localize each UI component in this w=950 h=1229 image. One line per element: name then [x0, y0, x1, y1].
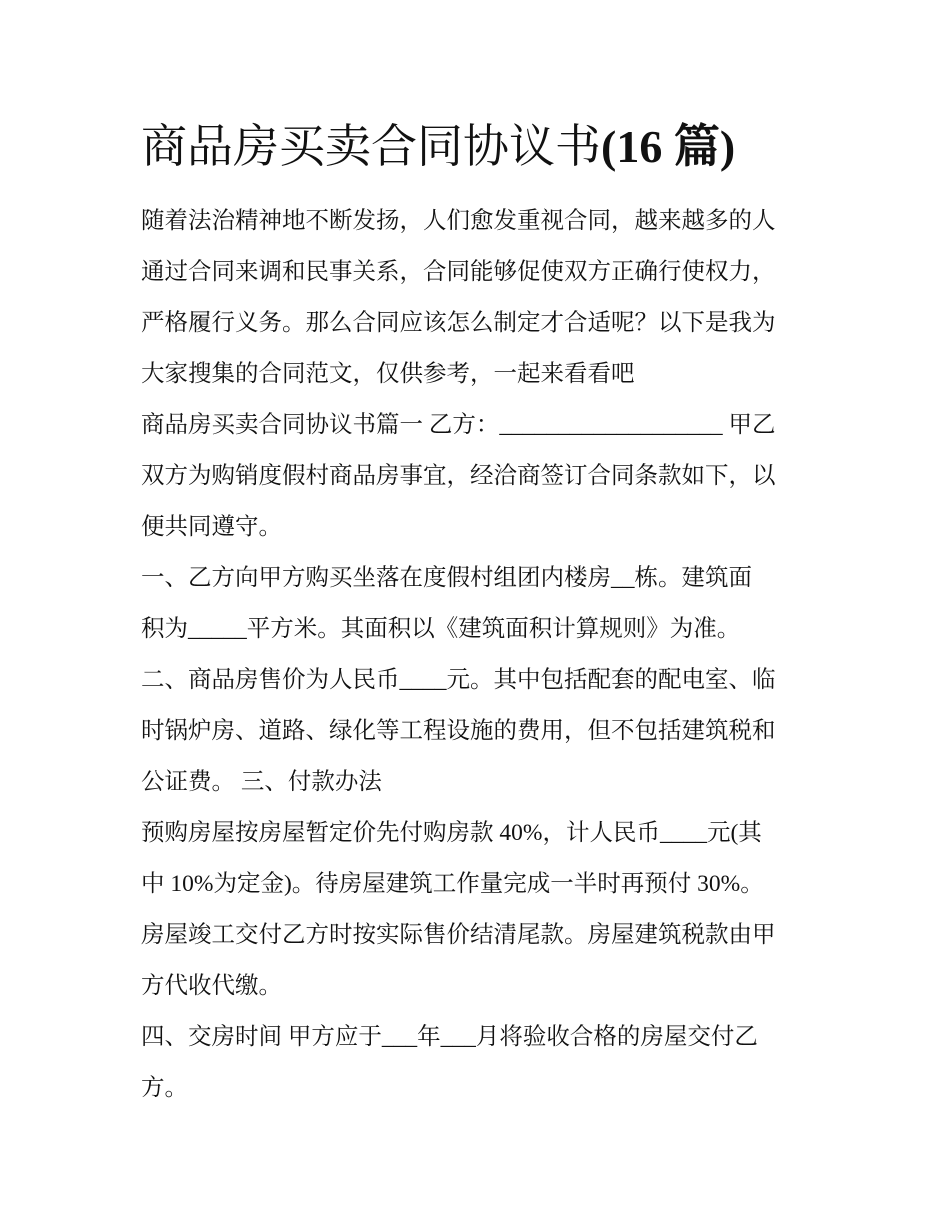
text-line: 严格履行义务。那么合同应该怎么制定才合适呢？以下是我为 [141, 310, 776, 336]
text-line: 随着法治精神地不断发扬，人们愈发重视合同，越来越多的人 [141, 208, 776, 234]
text-line: 二、商品房售价为人民币____元。其中包括配套的配电室、临 [141, 667, 776, 693]
text-line: 商品房买卖合同协议书篇一 乙方：___________________ 甲乙 [141, 412, 776, 438]
text-line: 一、乙方向甲方购买坐落在度假村组团内楼房__栋。建筑面 [141, 565, 752, 591]
title-main: 商品房买卖合同协议书 [141, 121, 601, 172]
text-line: 房屋竣工交付乙方时按实际售价结清尾款。房屋建筑税款由甲 [141, 922, 776, 948]
title-suffix: (16 篇) [601, 121, 736, 172]
text-line: 双方为购销度假村商品房事宜，经洽商签订合同条款如下，以 [141, 463, 776, 489]
text-line: 方。 [141, 1075, 188, 1101]
document-body [141, 196, 813, 1114]
text-line: 便共同遵守。 [141, 514, 282, 540]
text-line: 大家搜集的合同范文，仅供参考，一起来看看吧 [141, 361, 635, 387]
text-line: 时锅炉房、道路、绿化等工程设施的费用，但不包括建筑税和 [141, 718, 776, 744]
text-line: 通过合同来调和民事关系，合同能够促使双方正确行使权力， [141, 259, 776, 285]
text-line: 方代收代缴。 [141, 973, 282, 999]
text-line: 预购房屋按房屋暂定价先付购房款 40%，计人民币____元(其 [141, 820, 762, 846]
text-line: 积为_____平方米。其面积以《建筑面积计算规则》为准。 [141, 616, 741, 642]
document-title [141, 116, 841, 178]
text-line: 四、交房时间 甲方应于___年___月将验收合格的房屋交付乙 [141, 1024, 758, 1050]
text-line: 中 10%为定金)。待房屋建筑工作量完成一半时再预付 30%。 [141, 871, 764, 897]
text-line: 公证费。 三、付款办法 [141, 769, 382, 795]
